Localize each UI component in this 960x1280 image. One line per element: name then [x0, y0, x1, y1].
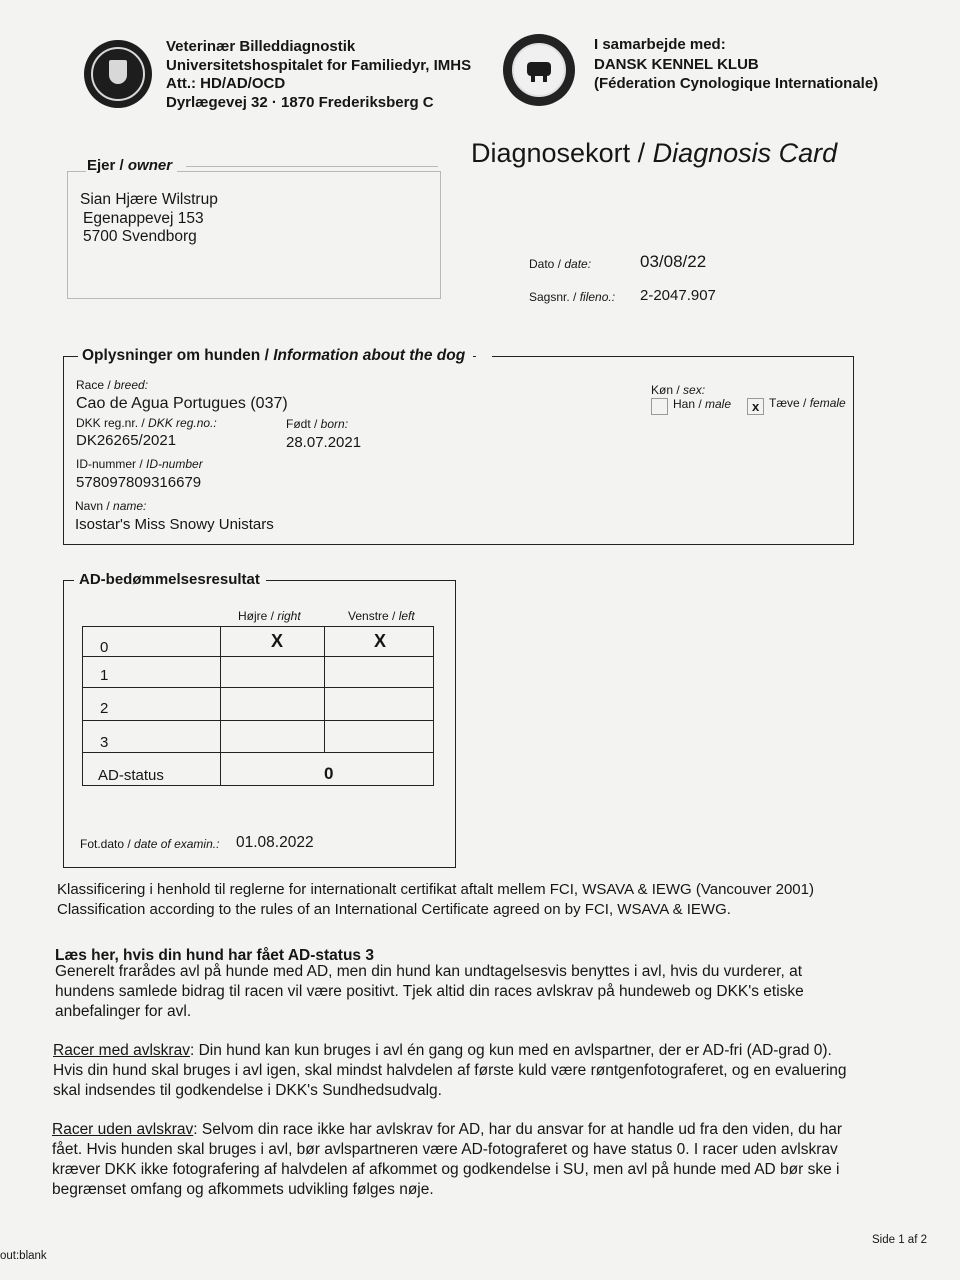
dog-info-title: Oplysninger om hunden / Information about the dog: [78, 347, 473, 365]
clinic-hospital: Universitetshospitalet for Familiedyr, IMHS: [166, 56, 472, 74]
male-checkbox[interactable]: [651, 398, 668, 415]
advice-paragraph-1: Generelt frarådes avl på hunde med AD, men din hund kan undtagelsesvis benyttes i avl, hvis du vurderer, at hundens samlede bidrag til racen vil være positivt. Tjek altid din races avlskrav på hundeweb og DKK's etiske anbefalinger for avl.: [55, 963, 804, 1020]
col-left-header: Venstre / left: [348, 609, 415, 623]
male-label: Han / male: [673, 397, 732, 411]
partner-name: DANSK KENNEL KLUB: [594, 55, 759, 73]
dog-name-value: Isostar's Miss Snowy Unistars: [75, 516, 274, 533]
reg-label: DKK reg.nr. / DKK reg.no.:: [76, 416, 217, 430]
advice-paragraph-3: Racer uden avlskrav: Selvom din race ikke har avlskrav for AD, har du ansvar for at handle ud fra den viden, du har fået. Hvis hunden skal bruges i avl, bør avlspartneren være AD-fotograferet og have status 0. I racer uden avlskrav kræver DKK ikke fotografering af halvdelen af afkommet og godkendelse i SU, men avl på hunde med AD bør ske i begrænset omfang og afkommets udvikling følges nøje.: [52, 1121, 843, 1198]
breeds-with-requirements-label: Racer med avlskrav: [53, 1042, 190, 1059]
grade-0: 0: [100, 639, 109, 656]
breed-label: Race / breed:: [76, 378, 149, 392]
breeds-without-requirements-label: Racer uden avlskrav: [52, 1121, 194, 1138]
date-label: Dato / date:: [529, 257, 592, 271]
date-value: 03/08/22: [640, 252, 707, 271]
owner-city: 5700 Svendborg: [83, 228, 197, 245]
female-checkbox[interactable]: [747, 398, 764, 415]
sex-label: Køn / sex:: [651, 383, 706, 397]
grade-1: 1: [100, 667, 109, 684]
owner-name: Sian Hjære Wilstrup: [80, 191, 218, 208]
partner-federation: (Féderation Cynologique Internationale): [594, 75, 879, 92]
file-label: Sagsnr. / fileno.:: [529, 290, 616, 304]
owner-street: Egenappevej 153: [83, 209, 204, 227]
file-number: 2-2047.907: [640, 287, 716, 304]
title-english: Diagnosis Card: [652, 138, 838, 168]
col-right-header: Højre / right: [238, 609, 301, 623]
row-divider: [82, 720, 434, 721]
name-label: Navn / name:: [75, 499, 147, 513]
corner-text: out:blank: [0, 1250, 47, 1262]
left-grade-mark: X: [374, 631, 387, 651]
row-divider: [82, 752, 434, 753]
born-value: 28.07.2021: [286, 434, 362, 451]
partner-block: [594, 35, 878, 94]
partner-intro: I samarbejde med:: [594, 36, 726, 53]
ad-status-label: AD-status: [98, 767, 164, 784]
university-seal-logo: [84, 40, 152, 108]
classification-english: Classification according to the rules of an International Certificate agreed on by FCI, WSAVA & IEWG.: [57, 901, 731, 918]
classification-danish: Klassificering i henhold til reglerne for internationalt certifikat aftalt mellem FCI, WSAVA & IEWG (Vancouver 2001): [57, 881, 814, 898]
ad-status-value: 0: [324, 764, 334, 783]
col-divider: [324, 626, 325, 753]
right-grade-mark: X: [271, 631, 284, 651]
advice-paragraph-2: Racer med avlskrav: Din hund kan kun bruges i avl én gang og kun med en avlspartner, der er AD-fri (AD-grad 0). Hvis din hund skal bruges i avl igen, skal mindst halvdelen af første kuld være røntgenfotograferet, og en evaluering skal indsendes til godkendelse i DKK's Sundhedsudvalg.: [53, 1042, 847, 1099]
owner-address: [80, 191, 218, 247]
exam-date-label: Fot.dato / date of examin.:: [80, 837, 220, 851]
owner-divider: [186, 166, 438, 167]
born-label: Født / born:: [286, 417, 349, 431]
page-title: [471, 138, 837, 169]
clinic-name: Veterinær Billeddiagnostik: [166, 38, 356, 55]
reg-value: DK26265/2021: [76, 432, 177, 449]
clinic-address: [166, 38, 471, 112]
clinic-attention: Att.: HD/AD/OCD: [166, 75, 286, 92]
dog-title-gap-cover: [476, 350, 492, 362]
col-divider: [220, 626, 221, 786]
grade-3: 3: [100, 734, 109, 751]
grade-2: 2: [100, 700, 109, 717]
row-divider: [82, 656, 434, 657]
clinic-street: Dyrlægevej 32 · 1870 Frederiksberg C: [166, 93, 434, 111]
advice-heading: Læs her, hvis din hund har fået AD-status 3: [55, 947, 374, 964]
breed-value: Cao de Agua Portugues (037): [76, 395, 288, 412]
row-divider: [82, 687, 434, 688]
exam-date-value: 01.08.2022: [236, 834, 314, 851]
title-danish: Diagnosekort /: [471, 138, 653, 168]
owner-label: Ejer / owner: [86, 157, 177, 174]
id-label: ID-nummer / ID-number: [76, 457, 203, 471]
dkk-logo: [503, 34, 575, 106]
ad-result-title: AD-bedømmelsesresultat: [74, 571, 266, 588]
page-number: Side 1 af 2: [872, 1234, 927, 1246]
female-check-mark: x: [752, 399, 760, 414]
female-label: Tæve / female: [769, 396, 846, 410]
id-value: 578097809316679: [76, 474, 202, 491]
